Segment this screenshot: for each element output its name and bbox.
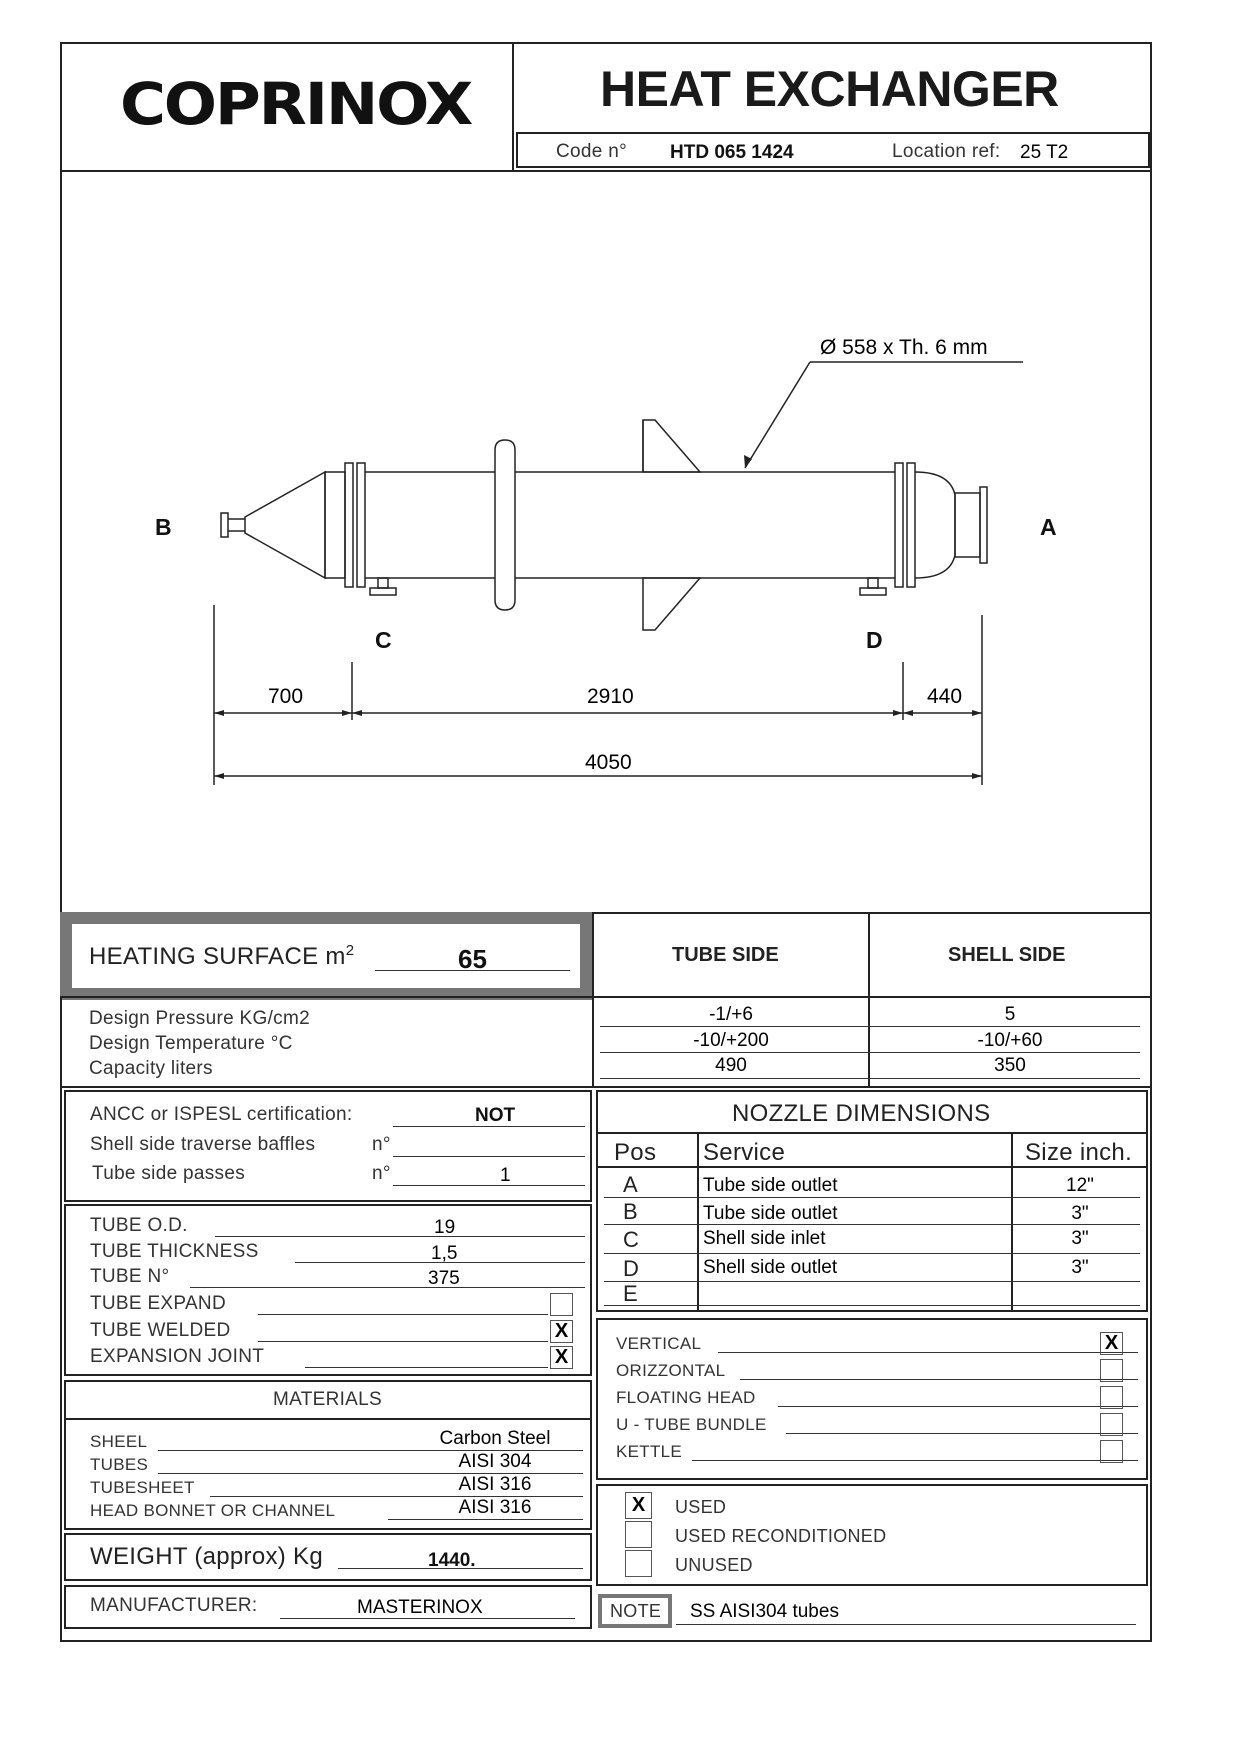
floating-head-label: FLOATING HEAD: [616, 1388, 756, 1407]
note-value: SS AISI304 tubes: [690, 1601, 839, 1622]
nozzle-title-divider: [596, 1132, 1148, 1134]
ancc-value: NOT: [475, 1105, 516, 1126]
nozzle-pos: C: [623, 1227, 640, 1252]
weight-label: WEIGHT (approx) Kg: [90, 1543, 324, 1570]
baffles-n: n°: [372, 1134, 391, 1155]
passes-n: n°: [372, 1163, 391, 1184]
capacity-label: Capacity liters: [89, 1058, 213, 1079]
nozzle-size: 3": [1071, 1228, 1089, 1249]
nozzle-label-b: B: [155, 514, 172, 540]
material-sheel-value: Carbon Steel: [439, 1428, 551, 1449]
baffles-line: [393, 1156, 585, 1157]
dimension-right: 440: [927, 685, 963, 708]
shell-side-header: SHELL SIDE: [948, 944, 1066, 966]
baffles-label: Shell side traverse baffles: [90, 1134, 316, 1155]
tube-expand-line: [258, 1314, 548, 1315]
used-reconditioned-label: USED RECONDITIONED: [675, 1526, 887, 1546]
nozzle-label-c: C: [375, 627, 392, 653]
nozzle-header-pos: Pos: [614, 1139, 657, 1166]
floating-head-checkbox[interactable]: [1100, 1386, 1123, 1409]
design-row-line: [600, 1026, 1140, 1027]
horizontal-label: ORIZZONTAL: [616, 1361, 726, 1380]
nozzle-pos: B: [623, 1199, 638, 1224]
nozzle-service: Tube side outlet: [703, 1175, 838, 1196]
tube-welded-label: TUBE WELDED: [90, 1320, 231, 1341]
nozzle-pos: A: [623, 1172, 638, 1197]
shell-temperature: -10/+60: [977, 1030, 1043, 1051]
vertical-label: VERTICAL: [616, 1334, 702, 1353]
nozzle-col-divider-2: [1011, 1132, 1013, 1312]
code-value: HTD 065 1424: [670, 142, 794, 163]
note-line: [676, 1624, 1136, 1625]
material-head-line: [388, 1519, 583, 1520]
heating-surface-value: 65: [458, 944, 487, 974]
expansion-joint-checkbox[interactable]: X: [550, 1346, 573, 1369]
nozzle-header-size: Size inch.: [1025, 1139, 1133, 1166]
material-sheel-label: SHEEL: [90, 1432, 148, 1451]
design-row-line: [600, 1052, 1140, 1053]
tube-od-value: 19: [434, 1217, 456, 1238]
nozzle-header-service: Service: [703, 1139, 786, 1166]
ancc-label: ANCC or ISPESL certification:: [90, 1104, 353, 1125]
nozzle-service: Tube side outlet: [703, 1203, 838, 1224]
utube-bundle-line: [786, 1433, 1138, 1434]
nozzle-service: Shell side outlet: [703, 1257, 838, 1278]
nozzle-row-line: [604, 1253, 1140, 1254]
tube-capacity: 490: [715, 1055, 747, 1076]
materials-title-divider: [64, 1418, 592, 1420]
dimension-left: 700: [268, 685, 304, 708]
vertical-checkbox[interactable]: X: [1100, 1332, 1123, 1355]
nozzle-size: 12": [1066, 1175, 1094, 1196]
heating-surface-label: HEATING SURFACE $m^2$: [89, 942, 355, 970]
tube-expand-label: TUBE EXPAND: [90, 1293, 226, 1314]
floating-head-line: [778, 1406, 1138, 1407]
material-tubesheet-value: AISI 316: [458, 1474, 532, 1495]
tube-side-header: TUBE SIDE: [672, 944, 779, 966]
tube-count-label: TUBE N°: [90, 1266, 170, 1287]
horizontal-checkbox[interactable]: [1100, 1359, 1123, 1382]
shell-capacity: 350: [994, 1055, 1026, 1076]
tube-pressure: -1/+6: [709, 1004, 753, 1025]
material-tubesheet-label: TUBESHEET: [90, 1478, 195, 1497]
diameter-note: Ø 558 x Th. 6 mm: [820, 336, 988, 359]
nozzle-service: Shell side inlet: [703, 1228, 826, 1249]
nozzle-size: 3": [1071, 1203, 1089, 1224]
unused-checkbox[interactable]: [625, 1550, 652, 1577]
tube-welded-checkbox[interactable]: X: [550, 1320, 573, 1343]
nozzle-row-line: [604, 1305, 1140, 1306]
nozzle-table-title: NOZZLE DIMENSIONS: [732, 1100, 991, 1127]
manufacturer-value: MASTERINOX: [357, 1597, 483, 1618]
vertical-line: [718, 1352, 1138, 1353]
expansion-joint-label: EXPANSION JOINT: [90, 1346, 265, 1367]
nozzle-col-divider-1: [697, 1132, 699, 1312]
kettle-checkbox[interactable]: [1100, 1440, 1123, 1463]
nozzle-size: 3": [1071, 1257, 1089, 1278]
passes-line: [393, 1185, 585, 1186]
utube-bundle-checkbox[interactable]: [1100, 1413, 1123, 1436]
horizontal-line: [740, 1379, 1138, 1380]
material-head-label: HEAD BONNET OR CHANNEL: [90, 1501, 336, 1520]
kettle-label: KETTLE: [616, 1442, 683, 1461]
kettle-line: [692, 1460, 1138, 1461]
nozzle-pos: E: [623, 1281, 638, 1306]
code-label: Code n°: [556, 141, 627, 162]
tube-od-label: TUBE O.D.: [90, 1215, 188, 1236]
tube-welded-line: [258, 1341, 548, 1342]
passes-value: 1: [500, 1165, 511, 1186]
passes-label: Tube side passes: [92, 1163, 246, 1184]
used-reconditioned-checkbox[interactable]: [625, 1521, 652, 1548]
manufacturer-label: MANUFACTURER:: [90, 1595, 258, 1616]
utube-bundle-label: U - TUBE BUNDLE: [616, 1415, 767, 1434]
material-head-value: AISI 316: [458, 1497, 532, 1518]
nozzle-pos: D: [623, 1256, 640, 1281]
weight-value: 1440.: [428, 1550, 476, 1571]
materials-title: MATERIALS: [273, 1389, 382, 1410]
location-label: Location ref:: [892, 141, 1001, 162]
design-row-line: [600, 1078, 1140, 1079]
expansion-joint-line: [305, 1367, 548, 1368]
nozzle-row-line: [604, 1197, 1140, 1198]
material-tubes-value: AISI 304: [458, 1451, 532, 1472]
unused-label: UNUSED: [675, 1555, 753, 1575]
dimension-total: 4050: [585, 751, 632, 774]
document-title: HEAT EXCHANGER: [600, 61, 1059, 117]
design-pressure-label: Design Pressure KG/cm2: [89, 1008, 310, 1029]
used-checkbox[interactable]: X: [625, 1492, 652, 1519]
tube-temperature: -10/+200: [693, 1030, 769, 1051]
design-temperature-label: Design Temperature °C: [89, 1033, 293, 1054]
location-value: 25 T2: [1020, 142, 1069, 163]
nozzle-label-d: D: [866, 627, 883, 653]
material-tubes-label: TUBES: [90, 1455, 149, 1474]
company-logo: COPRINOX: [120, 70, 472, 138]
dimension-middle: 2910: [587, 685, 634, 708]
nozzle-label-a: A: [1040, 514, 1057, 540]
nozzle-row-line: [604, 1281, 1140, 1282]
note-label: NOTE: [610, 1601, 662, 1621]
shell-pressure: 5: [1004, 1004, 1016, 1025]
tube-count-line: [190, 1287, 585, 1288]
tube-od-line: [215, 1236, 585, 1237]
tube-expand-checkbox[interactable]: [550, 1293, 573, 1316]
used-label: USED: [675, 1497, 727, 1517]
tube-thickness-value: 1,5: [431, 1243, 458, 1264]
tube-thickness-label: TUBE THICKNESS: [90, 1241, 259, 1262]
tube-count-value: 375: [428, 1268, 460, 1289]
